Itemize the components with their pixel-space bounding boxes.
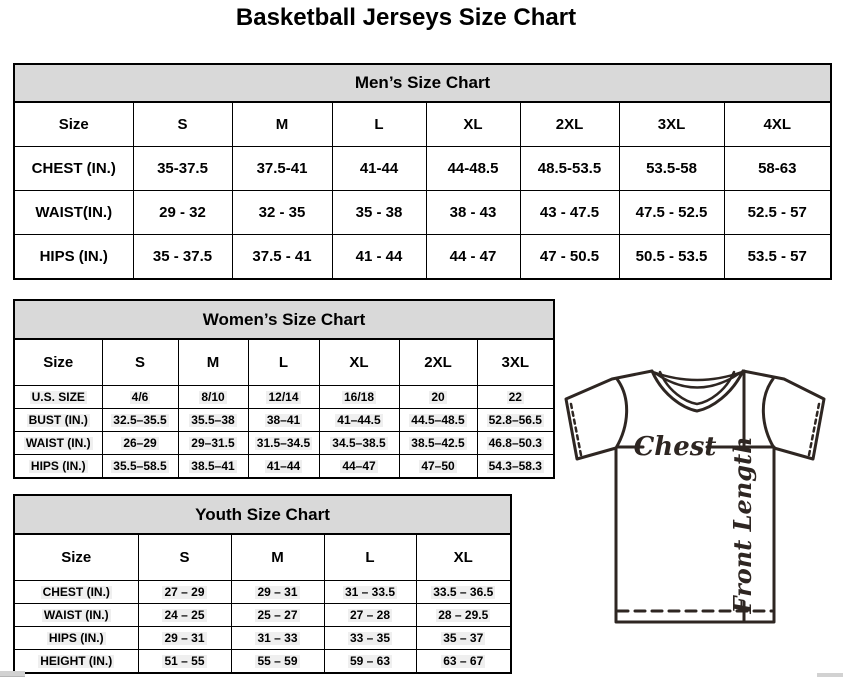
- table-title: Men’s Size Chart: [14, 64, 831, 102]
- table-row: [14, 432, 554, 455]
- value-cell: 52.5 - 57: [724, 191, 831, 235]
- column-header-cell: XL: [426, 102, 520, 147]
- value-text: 16/18: [343, 389, 375, 404]
- left-armhole-seam: [616, 379, 627, 448]
- column-header-row: [14, 102, 831, 147]
- value-text: 26–29: [123, 435, 157, 450]
- value-text: 24 – 25: [164, 607, 205, 622]
- value-text: 44–47: [342, 458, 376, 473]
- value-cell: [319, 409, 399, 432]
- value-text: 41–44.5: [337, 412, 381, 427]
- value-text: 59 – 63: [349, 653, 391, 668]
- column-header-cell: 3XL: [619, 102, 724, 147]
- value-cell: 29 - 32: [133, 191, 232, 235]
- value-text: 44.5–48.5: [411, 412, 465, 427]
- value-cell: [102, 386, 178, 409]
- value-cell: [231, 627, 324, 650]
- value-cell: 37.5 - 41: [232, 235, 332, 280]
- row-label: CHEST (IN.): [42, 584, 110, 599]
- value-cell: [178, 409, 248, 432]
- value-text: 28 – 29.5: [438, 607, 489, 622]
- value-cell: 41 - 44: [332, 235, 426, 280]
- value-text: 34.5–38.5: [332, 435, 386, 450]
- value-text: 38–41: [266, 412, 301, 427]
- value-cell: [416, 604, 511, 627]
- column-header-cell: M: [178, 339, 248, 386]
- column-header-cell: M: [231, 534, 324, 581]
- value-text: 32.5–35.5: [113, 412, 167, 427]
- value-cell: [102, 432, 178, 455]
- column-header-cell: S: [133, 102, 232, 147]
- value-cell: 48.5-53.5: [520, 147, 619, 191]
- value-cell: [399, 432, 477, 455]
- value-cell: [248, 386, 319, 409]
- value-cell: 58-63: [724, 147, 831, 191]
- youth-size-chart-table: [13, 494, 512, 674]
- value-cell: 44-48.5: [426, 147, 520, 191]
- value-cell: 53.5 - 57: [724, 235, 831, 280]
- table-row: [14, 627, 511, 650]
- value-cell: [248, 409, 319, 432]
- table-row: [14, 147, 831, 191]
- row-label-cell: [14, 455, 102, 479]
- value-text: 35.5–38: [191, 412, 235, 427]
- row-label: HEIGHT (IN.): [40, 653, 113, 668]
- value-cell: 41-44: [332, 147, 426, 191]
- table-title: Women’s Size Chart: [14, 300, 554, 339]
- value-cell: [477, 455, 554, 479]
- row-label: HIPS (IN.): [48, 630, 104, 645]
- jersey-diagram-svg: [550, 358, 843, 650]
- table-row: [14, 386, 554, 409]
- value-cell: 32 - 35: [232, 191, 332, 235]
- value-cell: 35 - 38: [332, 191, 426, 235]
- value-cell: [416, 581, 511, 604]
- row-label-cell: HIPS (IN.): [14, 235, 133, 280]
- value-text: 33.5 – 36.5: [433, 584, 494, 599]
- jersey-measurement-diagram: [550, 358, 843, 650]
- row-label-cell: [14, 409, 102, 432]
- row-label: BUST (IN.): [28, 412, 88, 427]
- value-cell: [178, 455, 248, 479]
- chest-label: Chest: [633, 432, 717, 462]
- value-cell: 43 - 47.5: [520, 191, 619, 235]
- value-text: 38.5–41: [191, 458, 235, 473]
- value-cell: [324, 627, 416, 650]
- value-cell: [477, 432, 554, 455]
- row-label: WAIST (IN.): [25, 435, 91, 450]
- value-text: 31 – 33: [257, 630, 298, 645]
- value-text: 55 – 59: [257, 653, 298, 668]
- value-text: 8/10: [201, 389, 225, 404]
- table-row: [14, 604, 511, 627]
- row-label-cell: [14, 650, 138, 674]
- value-cell: [138, 604, 231, 627]
- row-label-cell: [14, 432, 102, 455]
- value-cell: 50.5 - 53.5: [619, 235, 724, 280]
- mens-size-chart-table: [13, 63, 832, 280]
- value-cell: 35-37.5: [133, 147, 232, 191]
- column-header-row: [14, 339, 554, 386]
- value-cell: [248, 432, 319, 455]
- value-cell: [231, 604, 324, 627]
- value-cell: [138, 627, 231, 650]
- value-cell: [138, 650, 231, 674]
- value-cell: [416, 627, 511, 650]
- value-cell: [399, 386, 477, 409]
- value-text: 31.5–34.5: [256, 435, 311, 450]
- column-header-cell: 3XL: [477, 339, 554, 386]
- horizontal-scrollbar-fragment-left[interactable]: [0, 671, 25, 677]
- value-cell: 47 - 50.5: [520, 235, 619, 280]
- column-header-cell: Size: [14, 534, 138, 581]
- column-header-cell: L: [332, 102, 426, 147]
- value-cell: [248, 455, 319, 479]
- value-cell: [231, 581, 324, 604]
- value-text: 4/6: [131, 389, 149, 404]
- column-header-cell: 2XL: [399, 339, 477, 386]
- column-header-cell: L: [248, 339, 319, 386]
- value-text: 51 – 55: [164, 653, 205, 668]
- value-text: 54.3–58.3: [488, 458, 542, 473]
- row-label: HIPS (IN.): [30, 458, 86, 473]
- value-cell: [178, 386, 248, 409]
- value-cell: [399, 409, 477, 432]
- column-header-cell: Size: [14, 339, 102, 386]
- table-row: [14, 235, 831, 280]
- column-header-cell: XL: [319, 339, 399, 386]
- front-length-label: Front Length: [728, 436, 757, 614]
- value-text: 31 – 33.5: [344, 584, 396, 599]
- row-label-cell: [14, 627, 138, 650]
- row-label: WAIST (IN.): [43, 607, 109, 622]
- row-label-cell: [14, 581, 138, 604]
- column-header-cell: S: [102, 339, 178, 386]
- value-text: 20: [431, 389, 445, 404]
- column-header-cell: L: [324, 534, 416, 581]
- value-text: 46.8–50.3: [488, 435, 542, 450]
- value-cell: [319, 432, 399, 455]
- row-label-cell: CHEST (IN.): [14, 147, 133, 191]
- value-cell: [399, 455, 477, 479]
- value-text: 22: [508, 389, 522, 404]
- value-cell: 37.5-41: [232, 147, 332, 191]
- value-cell: [319, 455, 399, 479]
- value-cell: 35 - 37.5: [133, 235, 232, 280]
- value-cell: 47.5 - 52.5: [619, 191, 724, 235]
- column-header-cell: M: [232, 102, 332, 147]
- right-armhole-seam: [763, 379, 774, 448]
- value-text: 12/14: [268, 389, 299, 404]
- column-header-cell: 4XL: [724, 102, 831, 147]
- table-row: [14, 409, 554, 432]
- value-cell: [324, 581, 416, 604]
- column-header-row: [14, 534, 511, 581]
- value-text: 33 – 35: [349, 630, 391, 645]
- value-cell: [102, 409, 178, 432]
- value-text: 35 – 37: [443, 630, 484, 645]
- value-cell: [324, 604, 416, 627]
- row-label-cell: WAIST(IN.): [14, 191, 133, 235]
- column-header-cell: XL: [416, 534, 511, 581]
- value-cell: [319, 386, 399, 409]
- value-text: 63 – 67: [443, 653, 484, 668]
- value-cell: [102, 455, 178, 479]
- value-cell: [324, 650, 416, 674]
- page-title: Basketball Jerseys Size Chart: [235, 4, 577, 31]
- value-cell: 44 - 47: [426, 235, 520, 280]
- table-title: Youth Size Chart: [14, 495, 511, 534]
- value-cell: 53.5-58: [619, 147, 724, 191]
- row-label-cell: [14, 604, 138, 627]
- value-text: 25 – 27: [257, 607, 298, 622]
- table-title-row: [14, 300, 554, 339]
- value-cell: 38 - 43: [426, 191, 520, 235]
- value-text: 27 – 29: [164, 584, 205, 599]
- column-header-cell: S: [138, 534, 231, 581]
- value-text: 47–50: [421, 458, 455, 473]
- value-cell: [477, 386, 554, 409]
- value-cell: [416, 650, 511, 674]
- value-text: 27 – 28: [349, 607, 391, 622]
- value-text: 38.5–42.5: [411, 435, 465, 450]
- value-text: 29 – 31: [164, 630, 205, 645]
- value-text: 52.8–56.5: [488, 412, 542, 427]
- row-label: U.S. SIZE: [31, 389, 85, 404]
- table-row: [14, 650, 511, 674]
- value-cell: [178, 432, 248, 455]
- horizontal-scrollbar-fragment-right[interactable]: [817, 673, 843, 677]
- table-row: [14, 455, 554, 479]
- table-row: [14, 191, 831, 235]
- value-text: 41–44: [266, 458, 301, 473]
- value-text: 29–31.5: [191, 435, 235, 450]
- table-row: [14, 581, 511, 604]
- table-title-row: [14, 495, 511, 534]
- row-label-cell: [14, 386, 102, 409]
- column-header-cell: Size: [14, 102, 133, 147]
- value-cell: [231, 650, 324, 674]
- value-text: 29 – 31: [257, 584, 298, 599]
- table-title-row: [14, 64, 831, 102]
- column-header-cell: 2XL: [520, 102, 619, 147]
- value-cell: [138, 581, 231, 604]
- jersey-outline: [566, 371, 824, 622]
- value-cell: [477, 409, 554, 432]
- womens-size-chart-table: [13, 299, 555, 479]
- value-text: 35.5–58.5: [113, 458, 167, 473]
